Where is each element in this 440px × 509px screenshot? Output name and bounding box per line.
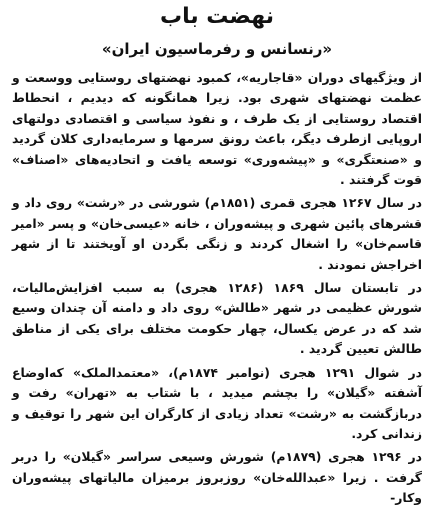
paragraph: در سال ۱۲۶۷ هجری قمری (۱۸۵۱م) شورشی در «رشت» روی داد و قشرهای پائین شهری و پیشه‌وران ، خانه «عیسی‌خان» و پسر «امیر قاسم‌خان» را اشغال کردند و زنگی بگردن او آویختند تا از شهر اخراجش نمودند . <box>12 195 422 272</box>
body-text <box>12 68 422 509</box>
chapter-title: نهضت باب <box>159 4 275 29</box>
paragraph: در ۱۲۹۶ هجری (۱۸۷۹م) شورش وسیعی سراسر «گیلان» را دربر گرفت . زیرا «عبدالله‌خان» روزبروز برمیزان مالیاتهای پیشه‌وران وکار- <box>12 449 422 506</box>
section-title: «رنسانس و رفرماسیون ایران» <box>101 40 333 58</box>
paragraph: در تابستان سال ۱۸۶۹ (۱۲۸۶ هجری) به سبب افزایش‌مالیات، شورش عظیمی در شهر «طالش» روی داد و دامنه آن چندان وسیع شد که در عرض یکسال، چهار حکومت مختلف برای یکی از مناطق طالش تعیین گردید . <box>12 280 422 357</box>
paragraph: در شوال ۱۲۹۱ هجری (نوامبر ۱۸۷۴م)، «معتمدالملک» که‌اوضاع آشفته «گیلان» را بچشم میدید ، با شتاب به «تهران» رفت و دربازگشت به «رشت» تعداد زیادی از کارگران این شهر را توقیف و زندانی کرد. <box>12 364 422 441</box>
paragraph: از ویژگیهای دوران «قاجاریه»، کمبود نهضتهای روستایی ووسعت و عظمت نهضتهای شهری بود. زیرا همانگونه که دیدیم ، انحطاط اقتصاد روستایی از یک طرف ، و نفوذ سیاسی و اقتصادی دولتهای اروپایی ازطرف دیگر، باعث رونق سرمها و سرمایه‌داری کلان گردید و «صنعتگری» و «پیشه‌وری» توسعه یافت و اتحادیه‌های «اصناف» قوت گرفتند . <box>12 70 422 188</box>
